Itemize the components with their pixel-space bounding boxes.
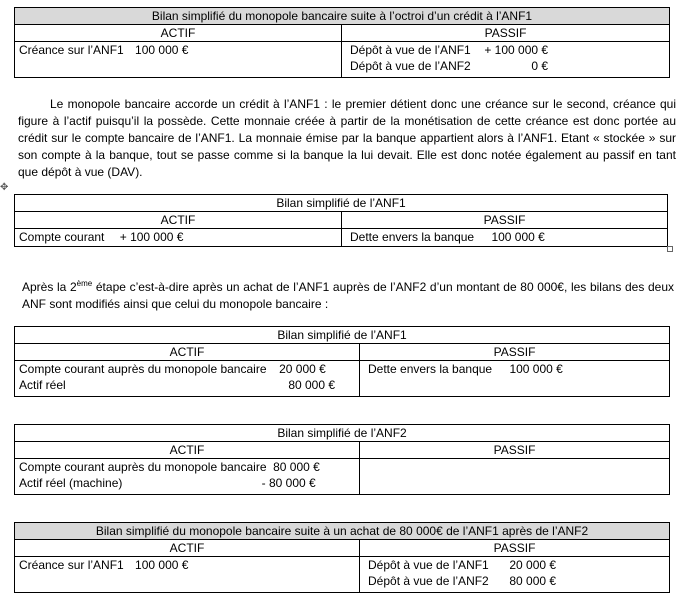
actif-label: Créance sur l’ANF1 [19, 43, 124, 57]
actif-row [19, 361, 355, 377]
actif-cell [15, 557, 360, 593]
paragraph-explication: Le monopole bancaire accorde un crédit à l’ANF1 : le premier détient donc une créance sur le second, créance qui figure à l’actif puisqu’il la possède. Cette monnaie créée à partir de la monétisation de cette créance est donc portée au crédit sur le compte bancaire de l’ANF1. La monnaie émise par la banque appartient alors à l’ANF1. Etant « stockée » sur son compte à la banque, tout se passe comme si la banque la lui devait. Elle est donc notée également au passif en tant que dépôt à vue (DAV). [18, 97, 676, 179]
table-title: Bilan simplifié de l’ANF1 [15, 327, 670, 344]
table-title: Bilan simplifié de l’ANF1 [15, 195, 668, 212]
passif-amount: 100 000 € [491, 230, 545, 244]
actif-label: Actif réel [19, 378, 66, 392]
passif-amount: 0 € [531, 59, 549, 73]
actif-label: Créance sur l’ANF1 [19, 558, 124, 572]
actif-cell [15, 361, 360, 397]
passif-header: PASSIF [360, 540, 670, 557]
passif-cell [342, 229, 668, 247]
actif-row [19, 475, 355, 491]
actif-cell [15, 229, 342, 247]
passif-cell [360, 361, 670, 397]
passif-row [368, 573, 665, 589]
passif-header: PASSIF [360, 344, 670, 361]
superscript: ème [76, 279, 93, 288]
actif-amount: 100 000 € [135, 558, 189, 572]
actif-cell [15, 459, 360, 495]
actif-row [19, 42, 337, 58]
actif-cell [15, 42, 342, 78]
actif-amount: + 100 000 € [119, 230, 184, 244]
actif-amount: - 80 000 € [261, 476, 316, 490]
bilan-table-anf1-initial [14, 194, 668, 247]
passif-cell [360, 459, 670, 495]
actif-row [19, 459, 355, 475]
table-title: Bilan simplifié du monopole bancaire suite à un achat de 80 000€ de l’ANF1 après de l’ANF2 [15, 523, 670, 540]
table-resize-handle[interactable] [667, 246, 673, 252]
actif-header: ACTIF [15, 212, 342, 229]
table-title: Bilan simplifié du monopole bancaire suite à l’octroi d’un crédit à l’ANF1 [15, 8, 670, 25]
table-title: Bilan simplifié de l’ANF2 [15, 425, 670, 442]
actif-row [19, 229, 337, 245]
paragraph-text-end: étape c’est-à-dire après un achat de l’ANF1 auprès de l’ANF2 d’un montant de 80 000€, les bilans des deux ANF sont modifiés ainsi que celui du monopole bancaire : [22, 280, 674, 311]
bilan-table-banque-credit [14, 7, 670, 78]
bilan-table-anf1-apres-achat [14, 326, 670, 397]
passif-row [350, 58, 665, 74]
bilan-table-banque-apres-achat [14, 522, 670, 593]
passif-cell [360, 557, 670, 593]
passif-label: Dépôt à vue de l’ANF2 [368, 574, 489, 588]
passif-header: PASSIF [342, 25, 670, 42]
passif-amount: + 100 000 € [484, 43, 549, 57]
move-handle-icon[interactable]: ✥ [0, 182, 9, 193]
passif-label: Dépôt à vue de l’ANF2 [350, 59, 471, 73]
actif-amount: 100 000 € [135, 43, 189, 57]
passif-label: Dépôt à vue de l’ANF1 [350, 43, 471, 57]
passif-row [350, 42, 665, 58]
passif-amount: 80 000 € [509, 574, 557, 588]
bilan-table-anf2 [14, 424, 670, 495]
actif-header: ACTIF [15, 442, 360, 459]
actif-amount: 80 000 € [273, 460, 320, 474]
actif-label: Compte courant auprès du monopole bancaire [19, 362, 267, 376]
paragraph-text-start: Après la 2 [22, 280, 77, 294]
passif-row [350, 229, 663, 245]
passif-header: PASSIF [342, 212, 668, 229]
actif-header: ACTIF [15, 25, 342, 42]
passif-amount: 100 000 € [509, 362, 563, 376]
actif-label: Compte courant [19, 230, 105, 244]
actif-amount: 80 000 € [288, 378, 336, 392]
actif-row [19, 557, 355, 573]
passif-row [368, 557, 665, 573]
passif-label: Dette envers la banque [368, 362, 493, 376]
passif-row [368, 361, 665, 377]
actif-header: ACTIF [15, 344, 360, 361]
passif-amount: 20 000 € [509, 558, 557, 572]
paragraph-etape-2 [22, 279, 674, 313]
actif-label: Compte courant auprès du monopole bancaire [19, 460, 267, 474]
passif-cell [342, 42, 670, 78]
passif-label: Dépôt à vue de l’ANF1 [368, 558, 489, 572]
actif-amount: 20 000 € [279, 362, 326, 376]
actif-header: ACTIF [15, 540, 360, 557]
actif-row [19, 377, 355, 393]
passif-label: Dette envers la banque [350, 230, 475, 244]
passif-header: PASSIF [360, 442, 670, 459]
actif-label: Actif réel (machine) [19, 476, 123, 490]
